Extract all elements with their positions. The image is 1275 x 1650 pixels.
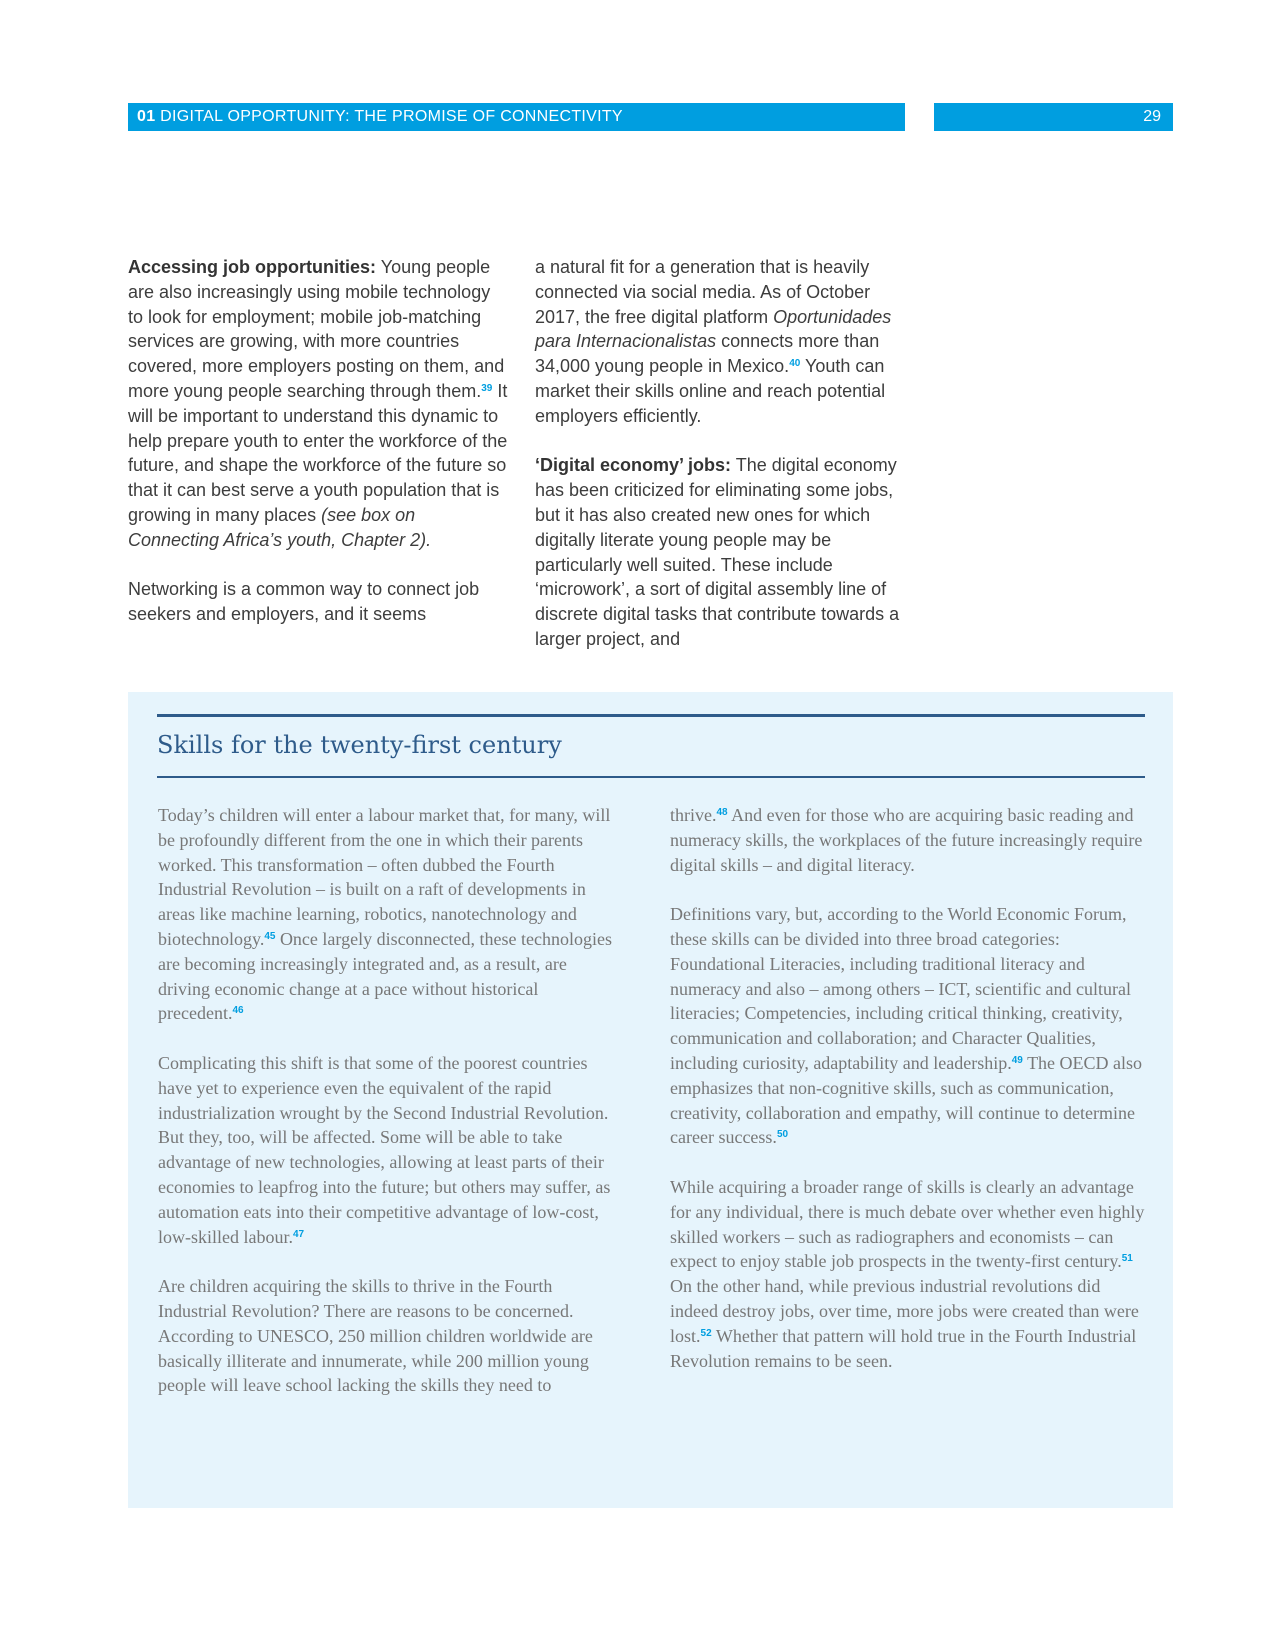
box-title: Skills for the twenty-first century: [157, 731, 562, 759]
footnote-ref: 50: [776, 1129, 789, 1141]
footnote-ref: 45: [264, 930, 276, 942]
footnote-ref: 51: [1121, 1253, 1133, 1265]
box-paragraph: Today’s children will enter a labour market that, for many, will be profoundly different from the one in which their parents worked. This transformation – often dubbed the Fourth Industrial Revolution – is built on a raft of developments in areas like machine learning, robotics, nanotechnology and biotechnology.$^{45}$ Once largely disconnected, these technologies are becoming increasingly integrated and, as a result, are driving economic change at a pace without historical precedent.$^{46}$: [158, 805, 612, 1024]
box-paragraph: Are children acquiring the skills to thrive in the Fourth Industrial Revolution? There are reasons to be concerned. According to UNESCO, 250 million children worldwide are basically illiterate and innumerate, while 200 million young people will leave school lacking the skills they need to: [158, 1276, 593, 1396]
footnote-ref: 49: [1011, 1054, 1023, 1066]
chapter-title: DIGITAL OPPORTUNITY: THE PROMISE OF CONNECTIVITY: [160, 108, 623, 125]
body-column-left: [128, 255, 508, 652]
box-top-rule: [157, 714, 1145, 717]
footnote-ref: 48: [716, 807, 728, 818]
box-paragraph: Complicating this shift is that some of the poorest countries have yet to experience even the equivalent of the rapid industrialization wrought by the Second Industrial Revolution. But they, too, will be affected. Some will be able to take advantage of new technologies, allowing at least parts of their economies to leapfrog into the future; but others may suffer, as automation eats into their competitive advantage of low-cost, low-skilled labour.$^{47}$: [158, 1052, 611, 1247]
paragraph-networking: Networking is a common way to connect job seekers and employers, and it seems: [128, 579, 480, 625]
box-paragraph: thrive.$^{48}$ And even for those who are acquiring basic reading and numeracy skills, the workplaces of the future increasingly require digital skills – and digital literacy.: [670, 805, 1143, 875]
footnote-ref: 40: [789, 358, 801, 370]
page-number: 29: [1143, 108, 1161, 125]
box-bottom-rule: [157, 776, 1145, 778]
page-number-bar: [934, 103, 1173, 131]
chapter-number: 01: [137, 108, 156, 125]
footnote-ref: 52: [700, 1327, 712, 1339]
run-in-heading: Accessing job opportunities:: [128, 257, 377, 277]
running-header: [128, 103, 905, 131]
box-column-right: [670, 803, 1145, 1398]
box-column-left: [158, 803, 620, 1423]
paragraph-job-opportunities: Accessing job opportunities: Young people are also increasingly using mobile technology to look for employment; mobile job-matching services are growing, with more countries covered, more employers posting on them, and more young people searching through them.$^{39}$ It will be important to understand this dynamic to help prepare youth to enter the workforce of the future, and shape the workforce of the future so that it can best serve a youth population that is growing in many places (see box on Connecting Africa’s youth, Chapter 2).: [128, 257, 508, 550]
footnote-ref: 47: [292, 1228, 305, 1240]
box-paragraph: Definitions vary, but, according to the World Economic Forum, these skills can be divided into three broad categories: Foundational Literacies, including traditional literacy and numeracy and also – among others – ICT, scientific and cultural literacies; Competencies, including critical thinking, creativity, communication and collaboration; and Character Qualities, including curiosity, adaptability and leadership.$^{49}$ The OECD also emphasizes that non-cognitive skills, such as communication, creativity, collaboration and empathy, will continue to determine career success.$^{50}$: [670, 904, 1143, 1148]
run-in-heading: ‘Digital economy’ jobs:: [535, 455, 732, 476]
box-paragraph: While acquiring a broader range of skills is clearly an advantage for any individual, there is much debate over whether even highly skilled workers – such as radiographers and economists – can expect to enjoy stable job prospects in the twenty-first century.$^{51}$ On the other hand, while previous industrial revolutions did indeed destroy jobs, over time, more jobs were created than were lost.$^{52}$ Whether that pattern will hold true in the Fourth Industrial Revolution remains to be seen.: [670, 1176, 1145, 1371]
footnote-ref: 46: [232, 1005, 244, 1017]
paragraph-social-media: a natural fit for a generation that is heavily connected via social media. As of October 2017, the free digital platform Oportunidades para Internacionalistas connects more than 34,000 young people in Mexico.$^{40}$ Youth can market their skills online and reach potential employers efficiently.: [535, 257, 892, 426]
paragraph-digital-economy: ‘Digital economy’ jobs: The digital economy has been criticized for eliminating some jobs, but it has also created new ones for which digitally literate young people may be particularly well suited. These include ‘microwork’, a sort of digital assembly line of discrete digital tasks that contribute towards a larger project, and: [535, 455, 900, 649]
body-column-right: [535, 255, 915, 677]
footnote-ref: 39: [481, 382, 493, 394]
